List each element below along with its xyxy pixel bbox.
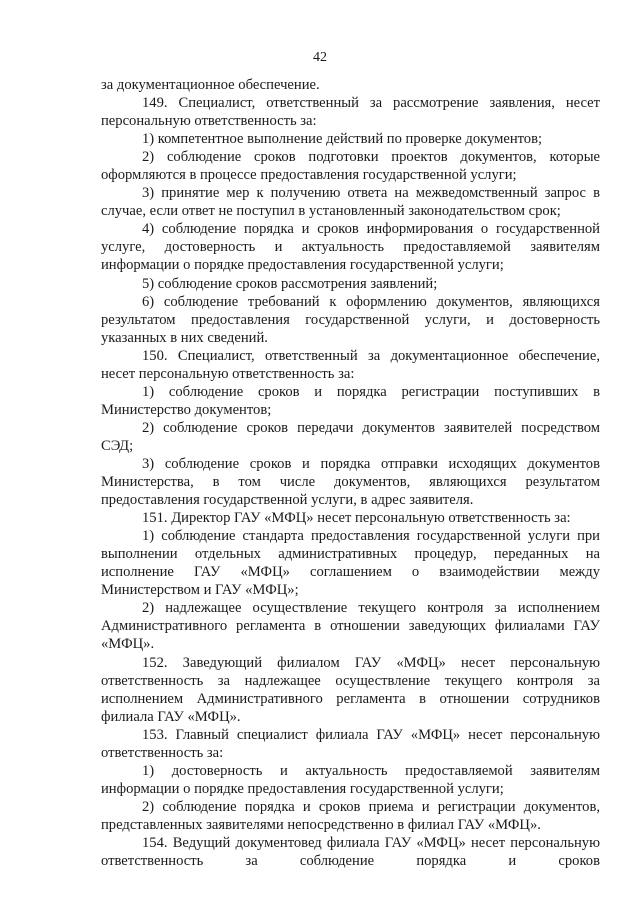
paragraph-149-item-3: 3) принятие мер к получению ответа на межведомственный запрос в случае, если ответ не поступил в установленный законодательством срок; bbox=[101, 185, 600, 220]
paragraph-149-item-1: 1) компетентное выполнение действий по проверке документов; bbox=[142, 131, 543, 148]
paragraph-151-item-1: 1) соблюдение стандарта предоставления государственной услуги при выполнении отдельных административных процедур, переданных на исполнение ГАУ «МФЦ» соглашением о взаимодействии между Министерством и ГАУ «МФЦ»; bbox=[101, 528, 600, 599]
paragraph-150-item-2: 2) соблюдение сроков передачи документов заявителей посредством СЭД; bbox=[101, 419, 600, 454]
paragraph-149-item-6: 6) соблюдение требований к оформлению документов, являющихся результатом предоставления государственной услуги, и достоверность указанных в них сведений. bbox=[101, 293, 600, 346]
paragraph-149-item-5: 5) соблюдение сроков рассмотрения заявлений; bbox=[142, 275, 438, 292]
page-number: 42 bbox=[313, 50, 327, 65]
paragraph-153: 153. Главный специалист филиала ГАУ «МФЦ» несет персональную ответственность за: bbox=[101, 726, 600, 761]
paragraph-151-item-2: 2) надлежащее осуществление текущего контроля за исполнением Административного регламента в отношении заведующих филиалами ГАУ «МФЦ». bbox=[101, 600, 600, 653]
paragraph-152: 152. Заведующий филиалом ГАУ «МФЦ» несет персональную ответственность за надлежащее осуществление текущего контроля за исполнением Административного регламента в отношении сотрудников филиала ГАУ «МФЦ». bbox=[101, 654, 600, 725]
paragraph-150-item-3: 3) соблюдение сроков и порядка отправки исходящих документов Министерства, в том числе документов, являющихся результатом предоставления государственной услуги, в адрес заявителя. bbox=[101, 455, 600, 509]
paragraph-149-item-4: 4) соблюдение порядка и сроков информирования о государственной услуге, достоверность и актуальность предоставляемой заявителям информации о порядке предоставления государственной услуги; bbox=[101, 221, 600, 274]
paragraph-151: 151. Директор ГАУ «МФЦ» несет персональную ответственность за: bbox=[142, 510, 571, 527]
paragraph-150: 150. Специалист, ответственный за документационное обеспечение, несет персональную ответственность за: bbox=[101, 347, 600, 382]
paragraph-153-item-2: 2) соблюдение порядка и сроков приема и регистрации документов, представленных заявителями непосредственно в филиал ГАУ «МФЦ». bbox=[101, 798, 600, 833]
paragraph-149-item-2: 2) соблюдение сроков подготовки проектов документов, которые оформляются в процессе предоставления государственной услуги; bbox=[101, 149, 600, 184]
paragraph-149: 149. Специалист, ответственный за рассмотрение заявления, несет персональную ответственность за: bbox=[101, 95, 600, 130]
paragraph-150-item-1: 1) соблюдение сроков и порядка регистрации поступивших в Министерство документов; bbox=[101, 383, 600, 418]
paragraph-153-item-1: 1) достоверность и актуальность предоставляемой заявителям информации о порядке предоставления государственной услуги; bbox=[101, 762, 600, 797]
paragraph-continuation: за документационное обеспечение. bbox=[101, 77, 320, 93]
paragraph-154: 154. Ведущий документовед филиала ГАУ «МФЦ» несет персональную ответственность за соблюдение порядка и сроков bbox=[101, 834, 600, 870]
document-body bbox=[101, 76, 600, 870]
